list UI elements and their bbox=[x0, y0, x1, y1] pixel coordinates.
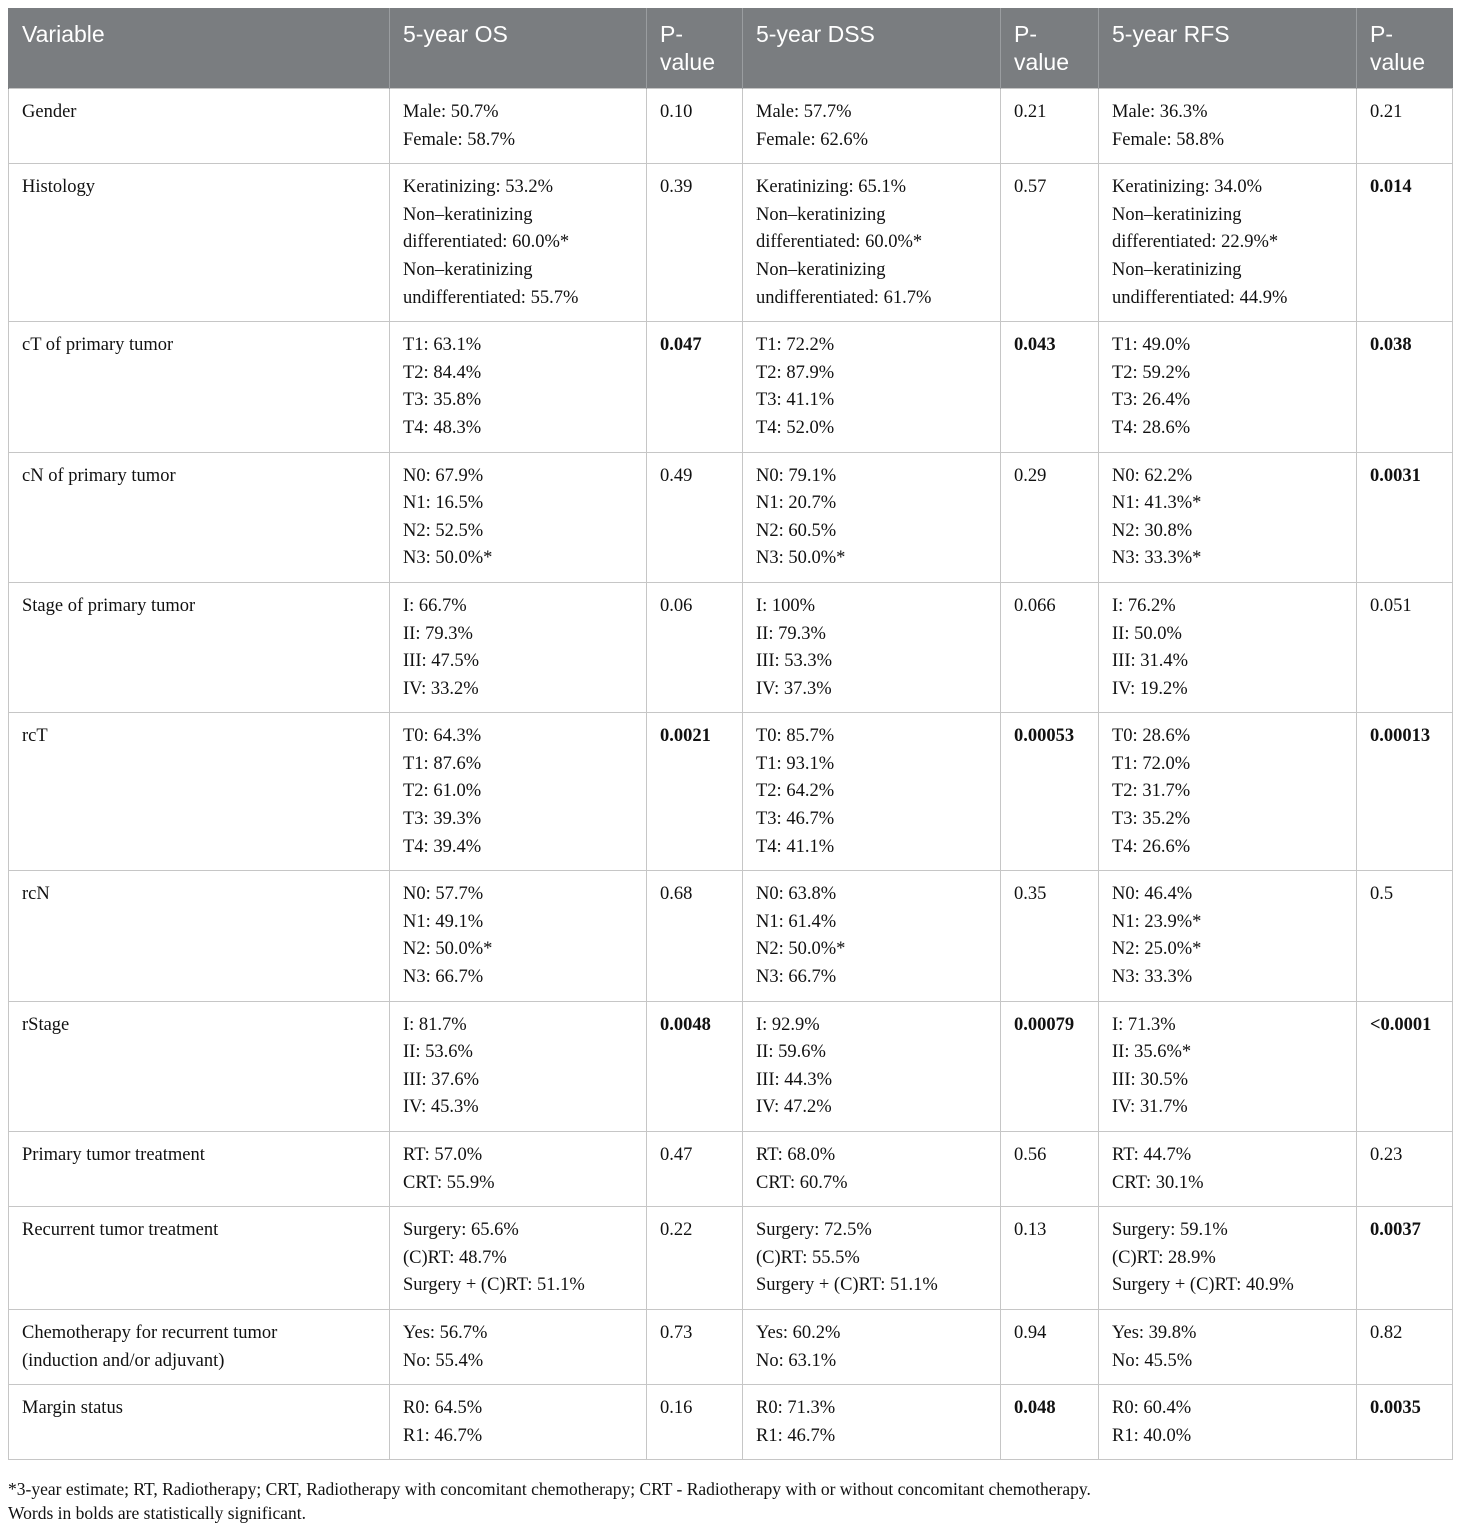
table-row bbox=[9, 164, 1453, 322]
cell-line: R1: 40.0% bbox=[1112, 1425, 1192, 1446]
cell-line: Surgery: 65.6% bbox=[403, 1220, 519, 1241]
cell-line: N3: 66.7% bbox=[403, 967, 484, 988]
cell-line: T1: 87.6% bbox=[403, 753, 482, 774]
cell-line: N2: 30.8% bbox=[1112, 520, 1193, 541]
cell-line: IV: 33.2% bbox=[403, 678, 479, 699]
cell-line: differentiated: 60.0%* bbox=[403, 232, 570, 253]
cell-line: No: 63.1% bbox=[756, 1350, 837, 1371]
cell-os-p-value: 0.06 bbox=[647, 582, 743, 712]
table-row bbox=[9, 1132, 1453, 1207]
cell-line: Keratinizing: 34.0% bbox=[1112, 177, 1263, 198]
cell-line: T4: 26.6% bbox=[1112, 836, 1191, 857]
cell-dss-p-value: 0.048 bbox=[1001, 1385, 1099, 1460]
cell-dss-p-value: 0.35 bbox=[1001, 871, 1099, 1001]
cell-rfs bbox=[1099, 89, 1357, 164]
cell-line: N0: 62.2% bbox=[1112, 465, 1193, 486]
cell-os bbox=[390, 89, 647, 164]
cell-line: T1: 93.1% bbox=[756, 753, 835, 774]
cell-os bbox=[390, 322, 647, 452]
cell-os-p-value: 0.47 bbox=[647, 1132, 743, 1207]
cell-line: R1: 46.7% bbox=[403, 1425, 483, 1446]
cell-os-p-value: 0.0048 bbox=[647, 1001, 743, 1131]
cell-dss-p-value: 0.13 bbox=[1001, 1207, 1099, 1310]
cell-variable bbox=[9, 89, 390, 164]
header-rfs: 5-year RFS bbox=[1099, 8, 1357, 89]
cell-line: II: 59.6% bbox=[756, 1042, 826, 1063]
table-row bbox=[9, 1385, 1453, 1460]
table-body bbox=[9, 89, 1453, 1460]
cell-line: T1: 72.0% bbox=[1112, 753, 1191, 774]
table-row bbox=[9, 452, 1453, 582]
cell-dss bbox=[743, 89, 1001, 164]
table-footnotes bbox=[8, 1477, 1452, 1525]
table-row bbox=[9, 713, 1453, 871]
cell-line: N1: 49.1% bbox=[403, 911, 484, 932]
cell-line: II: 79.3% bbox=[756, 623, 826, 644]
cell-rfs bbox=[1099, 1385, 1357, 1460]
cell-os bbox=[390, 1207, 647, 1310]
cell-dss bbox=[743, 871, 1001, 1001]
cell-line: undifferentiated: 44.9% bbox=[1112, 287, 1288, 308]
cell-line: T3: 35.8% bbox=[403, 390, 482, 411]
cell-variable bbox=[9, 164, 390, 322]
cell-dss-p-value: 0.94 bbox=[1001, 1309, 1099, 1384]
cell-variable bbox=[9, 1207, 390, 1310]
cell-line: IV: 19.2% bbox=[1112, 678, 1188, 699]
cell-dss-p-value: 0.043 bbox=[1001, 322, 1099, 452]
cell-dss bbox=[743, 322, 1001, 452]
cell-line: I: 100% bbox=[756, 595, 816, 616]
cell-rfs-p-value: 0.051 bbox=[1357, 582, 1453, 712]
cell-line: N2: 52.5% bbox=[403, 520, 484, 541]
cell-dss bbox=[743, 582, 1001, 712]
cell-line: I: 81.7% bbox=[403, 1014, 467, 1035]
cell-line: cN of primary tumor bbox=[22, 465, 176, 486]
cell-rfs bbox=[1099, 164, 1357, 322]
cell-rfs-p-value: 0.00013 bbox=[1357, 713, 1453, 871]
cell-line: R0: 64.5% bbox=[403, 1398, 483, 1419]
cell-os bbox=[390, 452, 647, 582]
cell-line: Non–keratinizing bbox=[403, 259, 533, 280]
cell-line: N3: 50.0%* bbox=[756, 548, 846, 569]
cell-line: Gender bbox=[22, 102, 77, 122]
cell-line: CRT: 30.1% bbox=[1112, 1172, 1204, 1193]
cell-line: N1: 41.3%* bbox=[1112, 493, 1202, 514]
header-rfs-p-value: P- value bbox=[1357, 8, 1453, 89]
header-row bbox=[9, 8, 1453, 89]
cell-rfs-p-value: 0.23 bbox=[1357, 1132, 1453, 1207]
cell-os-p-value: 0.39 bbox=[647, 164, 743, 322]
cell-rfs bbox=[1099, 1001, 1357, 1131]
cell-line: T1: 72.2% bbox=[756, 335, 835, 356]
cell-line: T0: 64.3% bbox=[403, 726, 482, 747]
cell-line: N1: 20.7% bbox=[756, 493, 837, 514]
cell-os-p-value: 0.73 bbox=[647, 1309, 743, 1384]
cell-line: Surgery + (C)RT: 51.1% bbox=[403, 1275, 585, 1296]
cell-line: (C)RT: 28.9% bbox=[1112, 1247, 1216, 1268]
cell-line: N2: 50.0%* bbox=[403, 939, 493, 960]
cell-variable bbox=[9, 713, 390, 871]
cell-line: T2: 59.2% bbox=[1112, 362, 1191, 383]
cell-dss-p-value: 0.00053 bbox=[1001, 713, 1099, 871]
cell-dss bbox=[743, 713, 1001, 871]
cell-line: III: 31.4% bbox=[1112, 651, 1189, 672]
results-table-container bbox=[8, 8, 1452, 1460]
cell-line: N1: 23.9%* bbox=[1112, 911, 1202, 932]
cell-line: T4: 41.1% bbox=[756, 836, 835, 857]
cell-line: T4: 28.6% bbox=[1112, 417, 1191, 438]
cell-line: N0: 63.8% bbox=[756, 884, 837, 905]
cell-dss-p-value: 0.57 bbox=[1001, 164, 1099, 322]
cell-line: I: 76.2% bbox=[1112, 595, 1176, 616]
survival-table bbox=[8, 8, 1453, 1460]
cell-rfs bbox=[1099, 452, 1357, 582]
cell-dss bbox=[743, 1385, 1001, 1460]
cell-line: Yes: 56.7% bbox=[403, 1322, 488, 1343]
cell-line: IV: 47.2% bbox=[756, 1097, 832, 1118]
cell-line: T3: 35.2% bbox=[1112, 809, 1191, 830]
cell-line: T2: 31.7% bbox=[1112, 781, 1191, 802]
footnote-significance: Words in bolds are statistically significant. bbox=[8, 1503, 306, 1523]
cell-os bbox=[390, 1309, 647, 1384]
cell-os bbox=[390, 1385, 647, 1460]
cell-line: (induction and/or adjuvant) bbox=[22, 1350, 225, 1371]
cell-rfs-p-value: 0.82 bbox=[1357, 1309, 1453, 1384]
table-row bbox=[9, 871, 1453, 1001]
cell-os-p-value: 0.047 bbox=[647, 322, 743, 452]
cell-dss-p-value: 0.066 bbox=[1001, 582, 1099, 712]
cell-dss bbox=[743, 1207, 1001, 1310]
cell-line: R1: 46.7% bbox=[756, 1425, 836, 1446]
table-row bbox=[9, 582, 1453, 712]
cell-os-p-value: 0.49 bbox=[647, 452, 743, 582]
cell-line: Female: 58.8% bbox=[1112, 129, 1225, 150]
cell-line: IV: 31.7% bbox=[1112, 1097, 1188, 1118]
cell-line: II: 53.6% bbox=[403, 1042, 473, 1063]
cell-line: Surgery: 59.1% bbox=[1112, 1220, 1228, 1241]
cell-dss bbox=[743, 1001, 1001, 1131]
cell-line: III: 47.5% bbox=[403, 651, 480, 672]
cell-line: N3: 33.3%* bbox=[1112, 548, 1202, 569]
cell-line: T2: 64.2% bbox=[756, 781, 835, 802]
cell-line: T4: 52.0% bbox=[756, 417, 835, 438]
cell-line: CRT: 55.9% bbox=[403, 1172, 495, 1193]
cell-line: Non–keratinizing bbox=[1112, 259, 1242, 280]
cell-os-p-value: 0.68 bbox=[647, 871, 743, 1001]
cell-line: RT: 68.0% bbox=[756, 1145, 836, 1165]
cell-line: T2: 84.4% bbox=[403, 362, 482, 383]
cell-line: rStage bbox=[22, 1014, 70, 1035]
cell-line: N2: 25.0%* bbox=[1112, 939, 1202, 960]
cell-line: Margin status bbox=[22, 1398, 123, 1419]
cell-line: T2: 61.0% bbox=[403, 781, 482, 802]
cell-line: CRT: 60.7% bbox=[756, 1172, 848, 1193]
cell-rfs bbox=[1099, 1309, 1357, 1384]
cell-line: II: 50.0% bbox=[1112, 623, 1182, 644]
cell-line: No: 45.5% bbox=[1112, 1350, 1193, 1371]
cell-line: undifferentiated: 61.7% bbox=[756, 287, 932, 308]
cell-line: (C)RT: 55.5% bbox=[756, 1247, 860, 1268]
cell-variable bbox=[9, 871, 390, 1001]
cell-os bbox=[390, 713, 647, 871]
cell-rfs-p-value: 0.21 bbox=[1357, 89, 1453, 164]
cell-os bbox=[390, 871, 647, 1001]
cell-line: T2: 87.9% bbox=[756, 362, 835, 383]
cell-line: Recurrent tumor treatment bbox=[22, 1220, 219, 1241]
cell-dss bbox=[743, 164, 1001, 322]
table-row bbox=[9, 89, 1453, 164]
header-variable: Variable bbox=[9, 8, 390, 89]
cell-line: Male: 50.7% bbox=[403, 102, 499, 122]
cell-line: N2: 50.0%* bbox=[756, 939, 846, 960]
header-dss-p-value: P- value bbox=[1001, 8, 1099, 89]
cell-rfs-p-value: 0.5 bbox=[1357, 871, 1453, 1001]
cell-line: R0: 71.3% bbox=[756, 1398, 836, 1419]
cell-rfs-p-value: 0.0035 bbox=[1357, 1385, 1453, 1460]
cell-variable bbox=[9, 1001, 390, 1131]
cell-line: II: 35.6%* bbox=[1112, 1042, 1192, 1063]
header-os: 5-year OS bbox=[390, 8, 647, 89]
cell-variable bbox=[9, 1309, 390, 1384]
cell-line: T3: 41.1% bbox=[756, 390, 835, 411]
cell-line: T3: 46.7% bbox=[756, 809, 835, 830]
cell-os bbox=[390, 1001, 647, 1131]
cell-line: Chemotherapy for recurrent tumor bbox=[22, 1322, 278, 1343]
cell-line: I: 66.7% bbox=[403, 595, 467, 616]
cell-line: III: 37.6% bbox=[403, 1069, 480, 1090]
cell-line: Yes: 39.8% bbox=[1112, 1322, 1197, 1343]
cell-os-p-value: 0.16 bbox=[647, 1385, 743, 1460]
cell-os bbox=[390, 582, 647, 712]
cell-line: IV: 37.3% bbox=[756, 678, 832, 699]
cell-line: T0: 28.6% bbox=[1112, 726, 1191, 747]
cell-line: Surgery + (C)RT: 40.9% bbox=[1112, 1275, 1294, 1296]
cell-line: R0: 60.4% bbox=[1112, 1398, 1192, 1419]
cell-dss bbox=[743, 1132, 1001, 1207]
header-os-p-value: P- value bbox=[647, 8, 743, 89]
cell-line: Stage of primary tumor bbox=[22, 595, 196, 616]
cell-variable bbox=[9, 1132, 390, 1207]
cell-rfs bbox=[1099, 713, 1357, 871]
cell-variable bbox=[9, 582, 390, 712]
cell-line: undifferentiated: 55.7% bbox=[403, 287, 579, 308]
cell-line: N3: 50.0%* bbox=[403, 548, 493, 569]
cell-dss bbox=[743, 452, 1001, 582]
cell-os bbox=[390, 1132, 647, 1207]
cell-dss-p-value: 0.29 bbox=[1001, 452, 1099, 582]
cell-line: N3: 66.7% bbox=[756, 967, 837, 988]
cell-line: I: 71.3% bbox=[1112, 1014, 1176, 1035]
cell-line: Primary tumor treatment bbox=[22, 1145, 205, 1165]
cell-line: Keratinizing: 53.2% bbox=[403, 177, 554, 198]
cell-line: Female: 62.6% bbox=[756, 129, 869, 150]
cell-line: rcT bbox=[22, 726, 48, 747]
cell-line: Non–keratinizing bbox=[1112, 204, 1242, 225]
cell-line: differentiated: 22.9%* bbox=[1112, 232, 1279, 253]
cell-line: N0: 67.9% bbox=[403, 465, 484, 486]
cell-line: differentiated: 60.0%* bbox=[756, 232, 923, 253]
cell-os-p-value: 0.0021 bbox=[647, 713, 743, 871]
cell-line: I: 92.9% bbox=[756, 1014, 820, 1035]
cell-line: cT of primary tumor bbox=[22, 335, 174, 356]
cell-rfs-p-value: 0.0037 bbox=[1357, 1207, 1453, 1310]
cell-rfs bbox=[1099, 1207, 1357, 1310]
cell-rfs-p-value: 0.038 bbox=[1357, 322, 1453, 452]
cell-line: No: 55.4% bbox=[403, 1350, 484, 1371]
cell-rfs-p-value: 0.014 bbox=[1357, 164, 1453, 322]
cell-line: Non–keratinizing bbox=[403, 204, 533, 225]
cell-line: N0: 46.4% bbox=[1112, 884, 1193, 905]
cell-line: Keratinizing: 65.1% bbox=[756, 177, 907, 198]
cell-line: T1: 49.0% bbox=[1112, 335, 1191, 356]
table-header bbox=[9, 8, 1453, 89]
header-dss: 5-year DSS bbox=[743, 8, 1001, 89]
cell-line: Non–keratinizing bbox=[756, 259, 886, 280]
cell-rfs-p-value: 0.0031 bbox=[1357, 452, 1453, 582]
table-row bbox=[9, 1001, 1453, 1131]
cell-line: Female: 58.7% bbox=[403, 129, 516, 150]
cell-rfs bbox=[1099, 582, 1357, 712]
cell-os-p-value: 0.10 bbox=[647, 89, 743, 164]
table-row bbox=[9, 1309, 1453, 1384]
cell-line: N3: 33.3% bbox=[1112, 967, 1193, 988]
cell-line: RT: 44.7% bbox=[1112, 1145, 1192, 1165]
cell-dss-p-value: 0.56 bbox=[1001, 1132, 1099, 1207]
cell-line: T4: 48.3% bbox=[403, 417, 482, 438]
cell-line: IV: 45.3% bbox=[403, 1097, 479, 1118]
cell-line: N1: 16.5% bbox=[403, 493, 484, 514]
cell-variable bbox=[9, 452, 390, 582]
cell-line: N2: 60.5% bbox=[756, 520, 837, 541]
cell-dss bbox=[743, 1309, 1001, 1384]
cell-line: Surgery + (C)RT: 51.1% bbox=[756, 1275, 938, 1296]
cell-variable bbox=[9, 1385, 390, 1460]
cell-rfs bbox=[1099, 871, 1357, 1001]
cell-line: rcN bbox=[22, 884, 50, 905]
cell-line: III: 30.5% bbox=[1112, 1069, 1189, 1090]
cell-line: (C)RT: 48.7% bbox=[403, 1247, 507, 1268]
cell-line: T0: 85.7% bbox=[756, 726, 835, 747]
cell-line: N1: 61.4% bbox=[756, 911, 837, 932]
cell-os-p-value: 0.22 bbox=[647, 1207, 743, 1310]
cell-line: T4: 39.4% bbox=[403, 836, 482, 857]
table-row bbox=[9, 1207, 1453, 1310]
footnote-abbreviations: *3-year estimate; RT, Radiotherapy; CRT, Radiotherapy with concomitant chemotherapy; CRT - Radiotherapy with or without concomitant chemotherapy. bbox=[8, 1479, 1091, 1499]
cell-line: N0: 79.1% bbox=[756, 465, 837, 486]
cell-line: Histology bbox=[22, 177, 95, 198]
cell-line: Male: 57.7% bbox=[756, 102, 852, 122]
cell-dss-p-value: 0.21 bbox=[1001, 89, 1099, 164]
cell-line: Male: 36.3% bbox=[1112, 102, 1208, 122]
cell-os bbox=[390, 164, 647, 322]
cell-rfs bbox=[1099, 322, 1357, 452]
cell-line: III: 53.3% bbox=[756, 651, 833, 672]
cell-dss-p-value: 0.00079 bbox=[1001, 1001, 1099, 1131]
cell-rfs bbox=[1099, 1132, 1357, 1207]
cell-line: III: 44.3% bbox=[756, 1069, 833, 1090]
cell-line: RT: 57.0% bbox=[403, 1145, 483, 1165]
cell-line: N0: 57.7% bbox=[403, 884, 484, 905]
cell-line: II: 79.3% bbox=[403, 623, 473, 644]
table-row bbox=[9, 322, 1453, 452]
cell-line: T3: 26.4% bbox=[1112, 390, 1191, 411]
cell-line: Surgery: 72.5% bbox=[756, 1220, 872, 1241]
cell-line: T3: 39.3% bbox=[403, 809, 482, 830]
cell-variable bbox=[9, 322, 390, 452]
cell-rfs-p-value: <0.0001 bbox=[1357, 1001, 1453, 1131]
cell-line: Yes: 60.2% bbox=[756, 1322, 841, 1343]
cell-line: T1: 63.1% bbox=[403, 335, 482, 356]
cell-line: Non–keratinizing bbox=[756, 204, 886, 225]
